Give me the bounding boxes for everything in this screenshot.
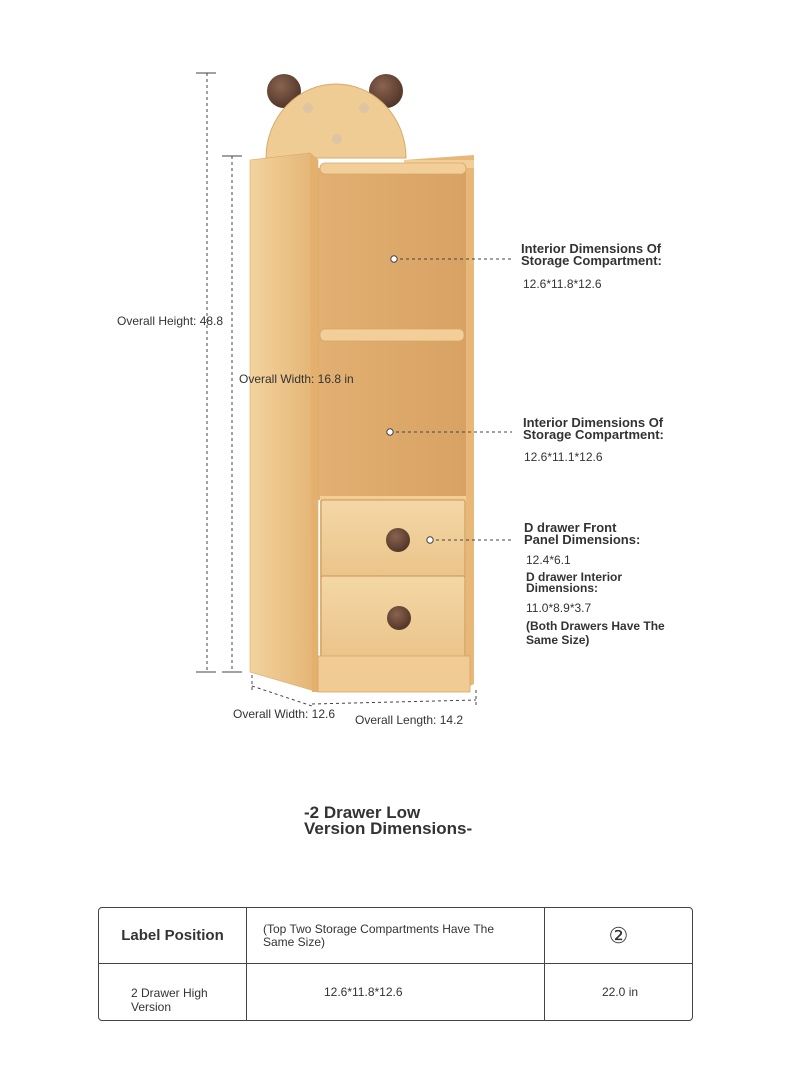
overall-height-label: Overall Height: 48.8	[117, 314, 224, 328]
callout-top-value: 12.6*11.8*12.6	[523, 277, 602, 291]
callout-middle-title-2: Storage Compartment:	[523, 427, 664, 442]
cabinet-left-side	[250, 153, 318, 692]
table-header-note-1: (Top Two Storage Compartments Have The	[263, 921, 494, 936]
middle-shelf	[320, 329, 464, 341]
drawer-interior-value: 11.0*8.9*3.7	[526, 601, 592, 615]
table-header-label: Label Position	[99, 908, 247, 964]
bottom-drawer-knob	[387, 606, 411, 630]
top-drawer-knob	[386, 528, 410, 552]
drawer-interior-title-1: D drawer Interior	[526, 570, 623, 584]
table-row-height: 22.0 in	[602, 985, 639, 999]
overall-width-front-label: Overall Width: 16.8 in	[239, 372, 354, 386]
table-header-row	[99, 908, 692, 964]
drawer-note-1: (Both Drawers Have The	[526, 619, 665, 633]
dimension-table	[98, 907, 693, 1021]
drawer-interior-title-2: Dimensions:	[526, 581, 599, 595]
cabinet-base	[318, 656, 470, 692]
overall-length-label: Overall Length: 14.2	[355, 713, 464, 727]
drawer-front-value: 12.4*6.1	[526, 553, 571, 567]
table-row-name: 2 Drawer High Version	[99, 964, 247, 1020]
callout-drawer	[524, 522, 665, 647]
callout-top-title-1: Interior Dimensions Of	[521, 241, 662, 256]
callout-top-title-2: Storage Compartment:	[521, 253, 662, 268]
top-shelf	[320, 163, 466, 174]
table-row-compartment: 12.6*11.8*12.6	[247, 964, 545, 1020]
callout-top-compartment	[521, 243, 662, 291]
callout-middle-compartment	[523, 417, 664, 464]
overall-width-bottom-label: Overall Width: 12.6	[233, 707, 336, 721]
callout-middle-value: 12.6*11.1*12.6	[524, 450, 603, 464]
section-title-line-2: Version Dimensions-	[304, 819, 473, 838]
table-header-note-2: Same Size)	[263, 934, 326, 949]
drawer-front-title-1: D drawer Front	[524, 520, 617, 535]
section-title-line-1: -2 Drawer Low	[304, 803, 421, 822]
drawer-note-2: Same Size)	[526, 633, 590, 647]
table-row	[99, 964, 692, 1020]
drawer-front-title-2: Panel Dimensions:	[524, 532, 641, 547]
section-title	[304, 805, 472, 837]
table-header-note	[247, 908, 545, 964]
callout-middle-title-1: Interior Dimensions Of	[523, 415, 664, 430]
table-header-marker: ②	[545, 908, 692, 964]
bear-head-topper	[266, 74, 406, 158]
